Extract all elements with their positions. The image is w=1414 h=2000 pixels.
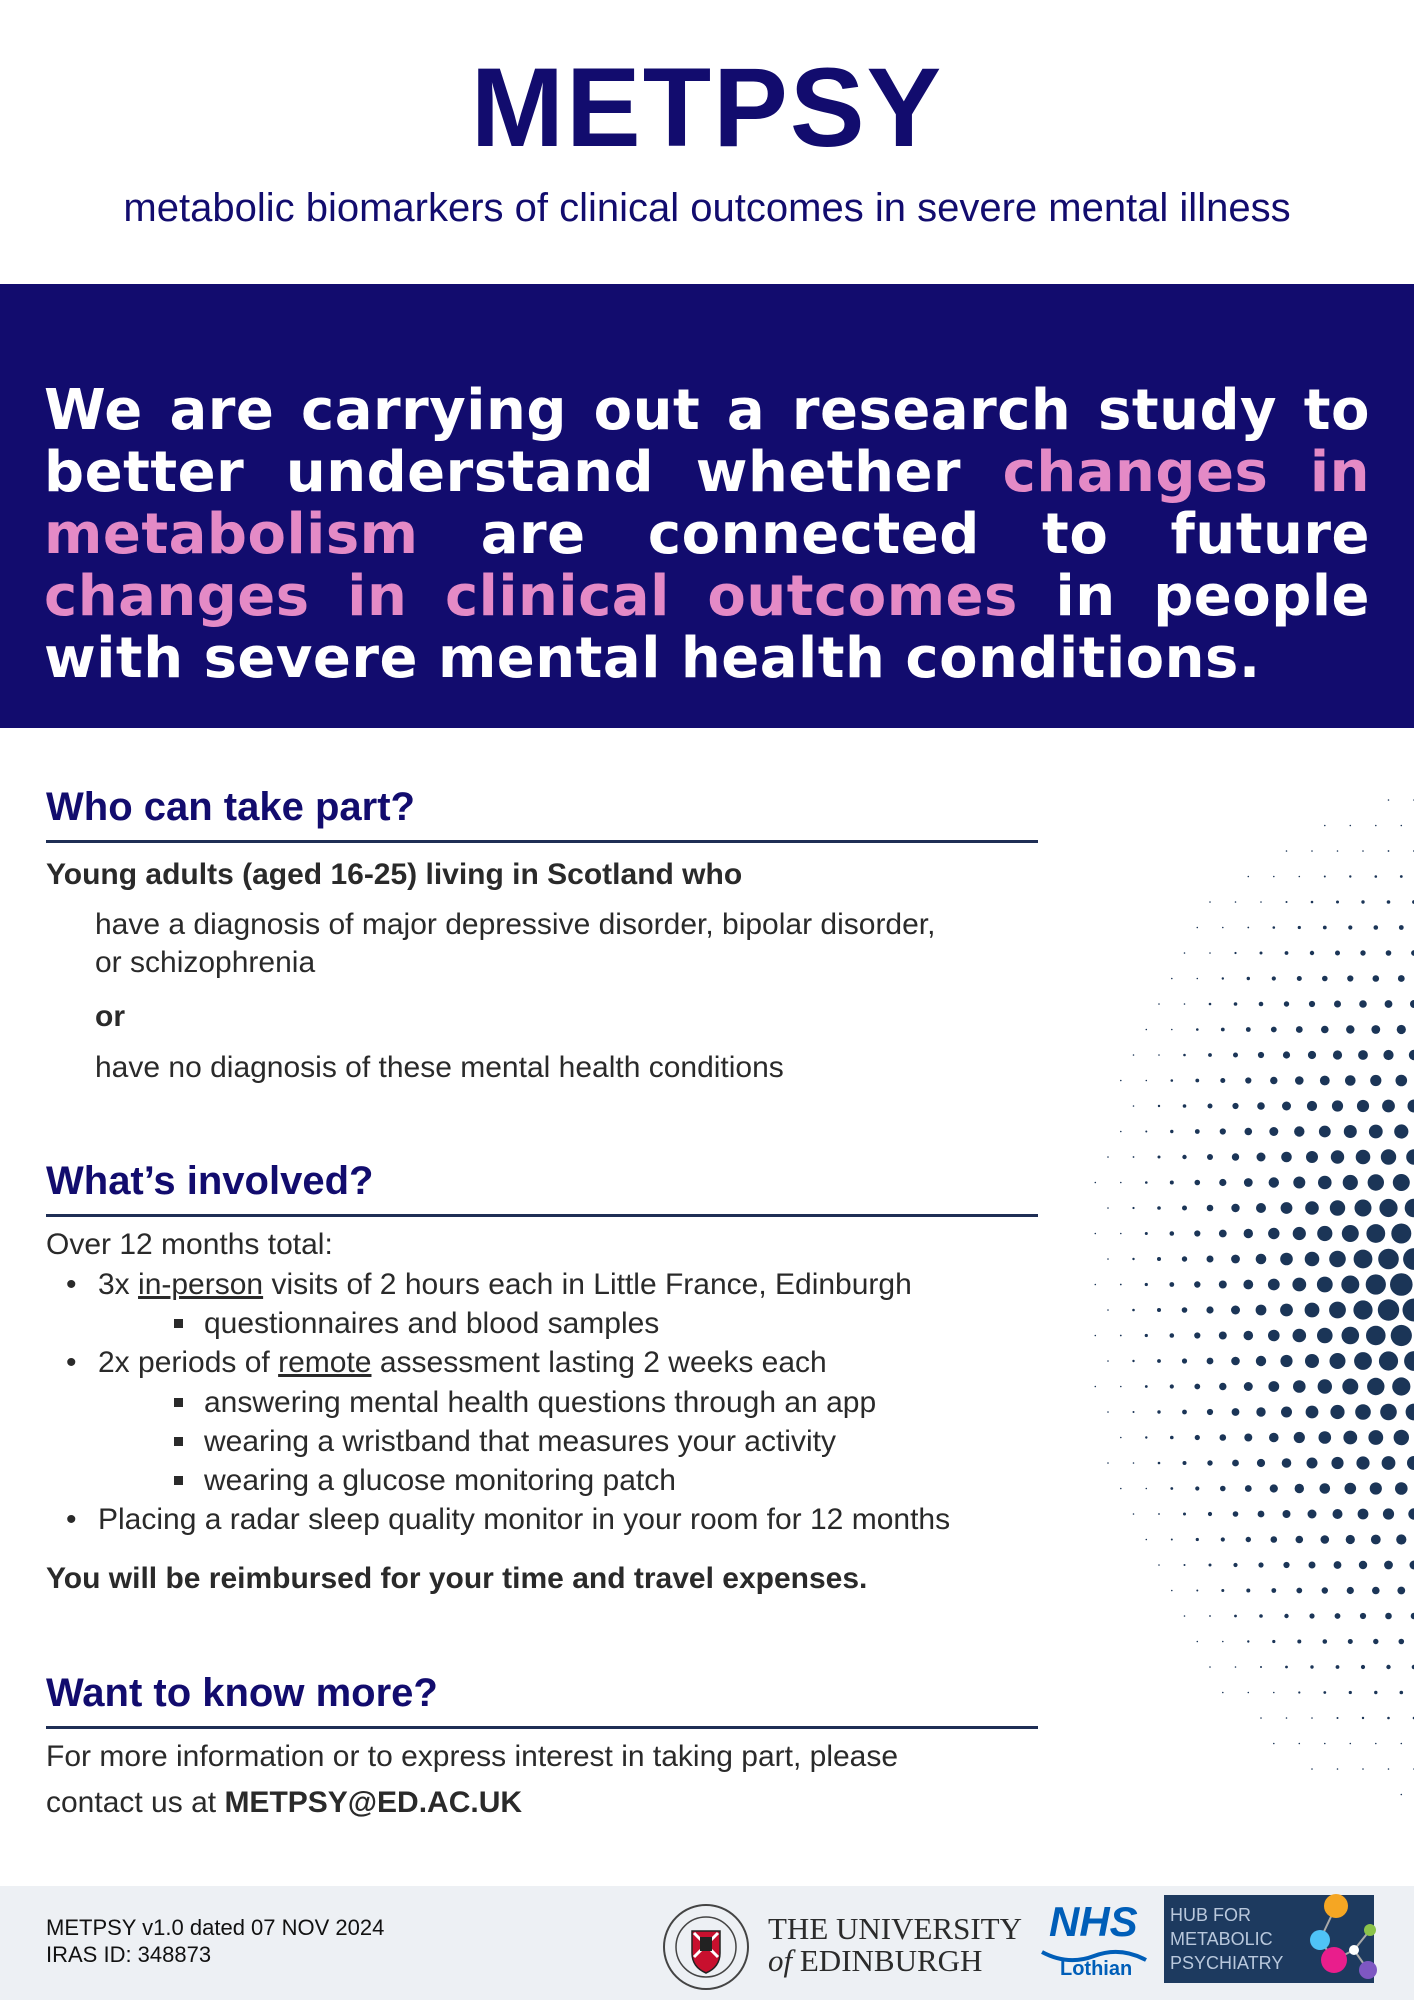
- who-option-diagnosis-line2: or schizophrenia: [95, 946, 316, 979]
- involved-item-visits: [98, 1266, 912, 1304]
- hub-line1: HUB FOR: [1170, 1905, 1251, 1925]
- nhs-lothian-label: Lothian: [1060, 1958, 1133, 1980]
- banner-highlight-metabolism: changes in metabolism: [44, 440, 1370, 567]
- involved-heading: What’s involved?: [46, 1159, 374, 1203]
- page-title: METPSY: [470, 45, 944, 170]
- involved-subitem-app: answering mental health questions through an app: [204, 1386, 877, 1419]
- remote-underlined: remote: [278, 1346, 372, 1379]
- banner-statement: [44, 380, 1370, 690]
- uoe-wordmark-line1: THE UNIVERSITY: [768, 1911, 1022, 1946]
- more-line2: [46, 1784, 522, 1822]
- banner-text-part3: in people with severe mental health conditions.: [44, 564, 1370, 691]
- footer-version: METPSY v1.0 dated 07 NOV 2024: [46, 1915, 385, 1940]
- visits-pre: 3x: [98, 1268, 139, 1301]
- who-heading: Who can take part?: [46, 785, 415, 829]
- hub-line2: METABOLIC: [1170, 1929, 1273, 1949]
- square-bullet: [174, 1437, 183, 1446]
- square-bullet: [174, 1398, 183, 1407]
- bullet-dot: •: [66, 1268, 77, 1301]
- uoe-of: of: [768, 1943, 793, 1978]
- remote-pre: 2x periods of: [98, 1346, 279, 1379]
- molecule-icon: [1286, 1888, 1386, 1988]
- involved-subitem-questionnaires: questionnaires and blood samples: [204, 1307, 660, 1340]
- uoe-edinburgh: EDINBURGH: [799, 1943, 983, 1978]
- more-divider: [46, 1726, 1038, 1729]
- involved-subitem-glucose: wearing a glucose monitoring patch: [204, 1464, 676, 1497]
- more-heading: Want to know more?: [46, 1671, 438, 1715]
- university-crest-logo: [662, 1903, 750, 1991]
- involved-subitem-wristband: wearing a wristband that measures your activity: [204, 1425, 836, 1458]
- who-divider: [46, 840, 1038, 843]
- involved-intro: Over 12 months total:: [46, 1228, 333, 1261]
- banner-text-part2: are connected to future: [418, 502, 1370, 567]
- visits-post: visits of 2 hours each in Little France, Edinburgh: [263, 1268, 912, 1301]
- nhs-logo: NHS: [1049, 1898, 1138, 1945]
- involved-divider: [46, 1214, 1038, 1217]
- more-line1: For more information or to express interest in taking part, please: [46, 1740, 899, 1773]
- involved-item-remote: [98, 1344, 827, 1382]
- bullet-dot: •: [66, 1503, 77, 1536]
- banner-text-part1: We are carrying out a research study to better understand whether: [44, 378, 1370, 505]
- banner-highlight-outcomes: changes in clinical outcomes: [44, 564, 1018, 629]
- who-option-diagnosis-line1: have a diagnosis of major depressive disorder, bipolar disorder,: [95, 908, 936, 941]
- square-bullet: [174, 1319, 183, 1328]
- hub-line3: PSYCHIATRY: [1170, 1953, 1284, 1973]
- who-or: or: [95, 1000, 125, 1033]
- halftone-dots-decoration: [1080, 790, 1414, 1800]
- footer-iras-id: IRAS ID: 348873: [46, 1942, 212, 1967]
- more-line2-text: contact us at: [46, 1786, 225, 1819]
- uoe-wordmark-line2: [768, 1944, 982, 1978]
- reimbursement-note: You will be reimbursed for your time and travel expenses.: [46, 1562, 868, 1595]
- page-subtitle: metabolic biomarkers of clinical outcomes in severe mental illness: [123, 186, 1291, 230]
- visits-in-person: in-person: [138, 1268, 264, 1301]
- square-bullet: [174, 1476, 183, 1485]
- contact-email[interactable]: METPSY@ED.AC.UK: [224, 1786, 523, 1819]
- bullet-dot: •: [66, 1346, 77, 1379]
- remote-post: assessment lasting 2 weeks each: [371, 1346, 827, 1379]
- involved-item-radar: Placing a radar sleep quality monitor in your room for 12 months: [98, 1503, 951, 1536]
- who-option-no-diagnosis: have no diagnosis of these mental health conditions: [95, 1051, 784, 1084]
- hub-logo-text: [1170, 1903, 1283, 1975]
- who-intro: Young adults (aged 16-25) living in Scotland who: [46, 858, 743, 891]
